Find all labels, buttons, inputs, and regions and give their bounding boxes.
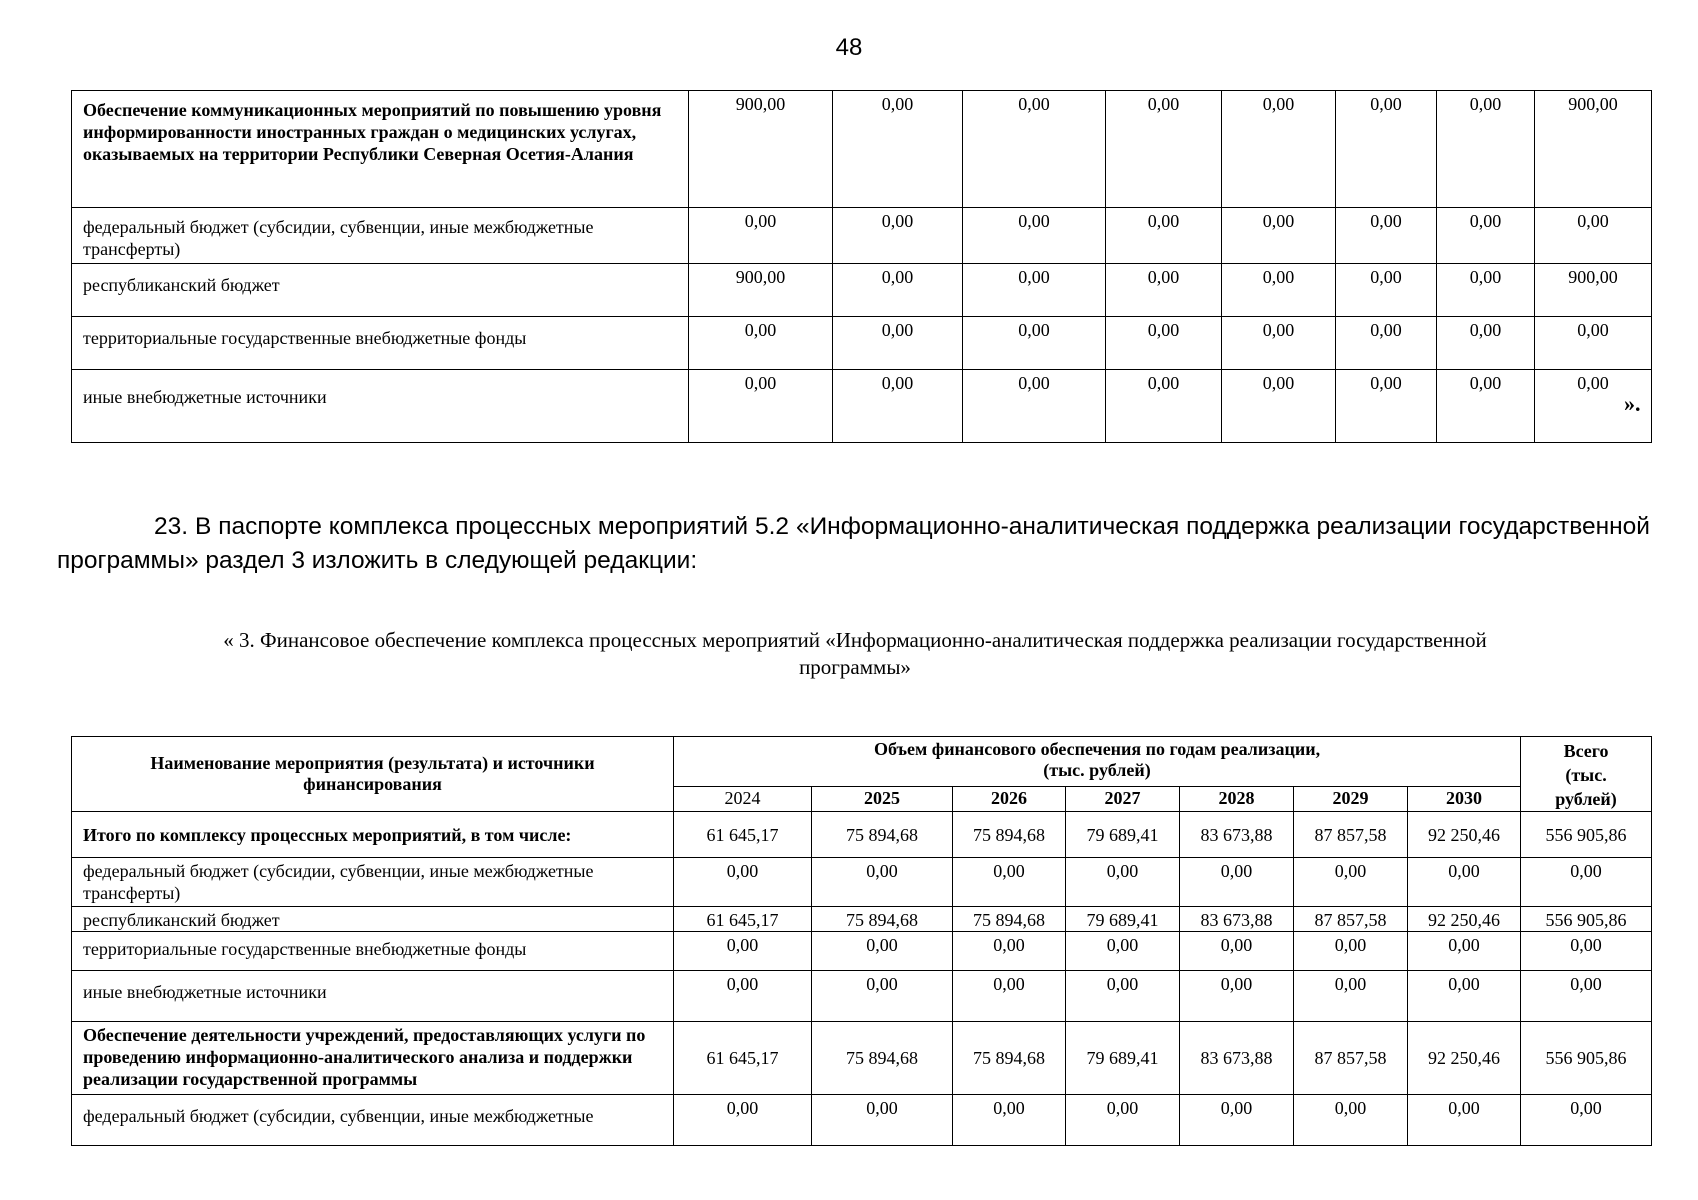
value-2027: 0,00: [1106, 264, 1222, 317]
value-2028: 0,00: [1222, 208, 1336, 264]
value-2026: 0,00: [963, 264, 1106, 317]
table-row: [72, 971, 1652, 1022]
year-header: 2026: [953, 787, 1066, 812]
value-2027: 0,00: [1066, 932, 1180, 971]
value-2027: 79 689,41: [1066, 1022, 1180, 1095]
value-total: 0,00: [1535, 208, 1652, 264]
value-2028: 0,00: [1222, 264, 1336, 317]
value-2028: 83 673,88: [1180, 1022, 1294, 1095]
row-name: Обеспечение деятельности учреждений, предоставляющих услуги по проведению информационно-аналитического анализа и поддержки реализации государственной программы: [72, 1022, 674, 1095]
value-2030: 0,00: [1437, 370, 1535, 443]
value-2026: 0,00: [953, 858, 1066, 907]
total-header-line: Всего: [1563, 741, 1609, 761]
page-number: 48: [835, 34, 863, 61]
value-2024: 61 645,17: [674, 907, 812, 932]
value-total: 0,00: [1521, 932, 1652, 971]
value-total: 900,00: [1535, 264, 1652, 317]
funding-table: [71, 736, 1652, 1146]
row-name: федеральный бюджет (субсидии, субвенции, иные межбюджетные: [72, 1095, 674, 1146]
value-total: 0,00: [1535, 370, 1652, 443]
value-2026: 0,00: [963, 317, 1106, 370]
year-header: 2025: [812, 787, 953, 812]
row-name: территориальные государственные внебюджетные фонды: [72, 932, 674, 971]
value-total: 0,00: [1521, 858, 1652, 907]
value-2029: 87 857,58: [1294, 812, 1408, 858]
year-header: 2028: [1180, 787, 1294, 812]
value-2025: 0,00: [812, 858, 953, 907]
value-2028: 0,00: [1180, 858, 1294, 907]
value-2027: 0,00: [1066, 1095, 1180, 1146]
value-2027: 0,00: [1106, 91, 1222, 208]
value-2027: 0,00: [1066, 971, 1180, 1022]
value-2026: 0,00: [963, 91, 1106, 208]
row-name: федеральный бюджет (субсидии, субвенции, иные межбюджетные трансферты): [72, 858, 674, 907]
value-2025: 0,00: [833, 91, 963, 208]
value-2026: 75 894,68: [953, 1022, 1066, 1095]
value-2024: 0,00: [689, 370, 833, 443]
year-header: 2029: [1294, 787, 1408, 812]
table-row: [72, 1022, 1652, 1095]
value-2029: 0,00: [1294, 1095, 1408, 1146]
value-2029: 0,00: [1336, 370, 1437, 443]
value-2024: 900,00: [689, 91, 833, 208]
total-header-line: (тыс.: [1565, 765, 1607, 785]
year-header: 2030: [1408, 787, 1521, 812]
value-2025: 0,00: [812, 971, 953, 1022]
value-2025: 75 894,68: [812, 907, 953, 932]
value-2025: 75 894,68: [812, 1022, 953, 1095]
table-row: [72, 932, 1652, 971]
value-total: 0,00: [1535, 317, 1652, 370]
value-2026: 75 894,68: [953, 907, 1066, 932]
value-2025: 0,00: [833, 208, 963, 264]
value-2029: 0,00: [1294, 971, 1408, 1022]
value-2029: 0,00: [1336, 208, 1437, 264]
closing-quote: ».: [1624, 391, 1641, 416]
value-2030: 0,00: [1408, 971, 1521, 1022]
value-2029: 87 857,58: [1294, 907, 1408, 932]
value-2029: 0,00: [1336, 317, 1437, 370]
column-header-total: [1521, 737, 1652, 812]
table-row: [72, 264, 1652, 317]
value-2026: 0,00: [963, 208, 1106, 264]
value-2030: 0,00: [1437, 91, 1535, 208]
row-name: Итого по комплексу процессных мероприятий, в том числе:: [72, 812, 674, 858]
value-2027: 0,00: [1106, 370, 1222, 443]
table-row: [72, 370, 1652, 443]
amendment-paragraph: 23. В паспорте комплекса процессных мероприятий 5.2 «Информационно-аналитическая поддержка реализации государственной программы» раздел 3 изложить в следующей редакции:: [57, 513, 1650, 574]
total-header-line: рублей): [1555, 789, 1617, 809]
row-name: федеральный бюджет (субсидии, субвенции, иные межбюджетные трансферты): [72, 208, 689, 264]
value-2030: 0,00: [1408, 1095, 1521, 1146]
value-2028: 83 673,88: [1180, 812, 1294, 858]
year-header: 2027: [1066, 787, 1180, 812]
value-2026: 0,00: [953, 1095, 1066, 1146]
value-2025: 0,00: [812, 932, 953, 971]
value-2024: 0,00: [674, 932, 812, 971]
section-heading-line: « 3. Финансовое обеспечение комплекса процессных мероприятий «Информационно-аналитическая поддержка реализации государственной: [223, 628, 1487, 652]
value-2030: 92 250,46: [1408, 907, 1521, 932]
column-header-name: Наименование мероприятия (результата) и источники финансирования: [72, 737, 674, 812]
value-2030: 92 250,46: [1408, 1022, 1521, 1095]
row-name: Обеспечение коммуникационных мероприятий по повышению уровня информированности иностранных граждан о медицинских услугах, оказываемых на территории Республики Северная Осетия-Алания: [72, 91, 689, 208]
table-row: [72, 208, 1652, 264]
value-2030: 0,00: [1408, 858, 1521, 907]
section-heading-line: программы»: [799, 655, 911, 679]
value-2027: 0,00: [1106, 208, 1222, 264]
value-2025: 0,00: [812, 1095, 953, 1146]
table-row: [72, 317, 1652, 370]
value-2026: 0,00: [953, 932, 1066, 971]
value-2024: 900,00: [689, 264, 833, 317]
row-name: республиканский бюджет: [72, 264, 689, 317]
value-total: 900,00: [1535, 91, 1652, 208]
value-2024: 0,00: [689, 208, 833, 264]
value-2029: 87 857,58: [1294, 1022, 1408, 1095]
value-2028: 0,00: [1222, 91, 1336, 208]
column-header-volume: [674, 737, 1521, 787]
value-2029: 0,00: [1294, 858, 1408, 907]
value-total: 556 905,86: [1521, 907, 1652, 932]
value-2024: 0,00: [674, 858, 812, 907]
value-2024: 0,00: [674, 1095, 812, 1146]
value-total: 0,00: [1521, 971, 1652, 1022]
volume-header-line: (тыс. рублей): [1043, 760, 1151, 780]
value-2030: 92 250,46: [1408, 812, 1521, 858]
year-header: 2024: [674, 787, 812, 812]
value-2027: 79 689,41: [1066, 907, 1180, 932]
header-row: [72, 737, 1652, 787]
table-row: [72, 91, 1652, 208]
value-total: 0,00: [1521, 1095, 1652, 1146]
table-row: [72, 812, 1652, 858]
value-2029: 0,00: [1336, 264, 1437, 317]
value-2028: 0,00: [1180, 932, 1294, 971]
value-2026: 0,00: [953, 971, 1066, 1022]
value-2028: 0,00: [1222, 317, 1336, 370]
value-2030: 0,00: [1408, 932, 1521, 971]
value-2024: 0,00: [674, 971, 812, 1022]
value-2026: 75 894,68: [953, 812, 1066, 858]
value-2029: 0,00: [1336, 91, 1437, 208]
value-total: 556 905,86: [1521, 812, 1652, 858]
value-2028: 0,00: [1222, 370, 1336, 443]
value-2029: 0,00: [1294, 932, 1408, 971]
value-2025: 0,00: [833, 317, 963, 370]
section-heading: [90, 627, 1620, 681]
row-name: территориальные государственные внебюджетные фонды: [72, 317, 689, 370]
table-row: [72, 907, 1652, 932]
value-2030: 0,00: [1437, 317, 1535, 370]
value-2025: 0,00: [833, 370, 963, 443]
volume-header-line: Объем финансового обеспечения по годам реализации,: [873, 739, 1321, 759]
value-2028: 0,00: [1180, 971, 1294, 1022]
row-name: иные внебюджетные источники: [72, 370, 689, 443]
row-name: иные внебюджетные источники: [72, 971, 674, 1022]
value-2030: 0,00: [1437, 264, 1535, 317]
value-2026: 0,00: [963, 370, 1106, 443]
value-2028: 83 673,88: [1180, 907, 1294, 932]
row-name: республиканский бюджет: [72, 907, 674, 932]
value-2025: 0,00: [833, 264, 963, 317]
value-2027: 79 689,41: [1066, 812, 1180, 858]
value-2030: 0,00: [1437, 208, 1535, 264]
value-2028: 0,00: [1180, 1095, 1294, 1146]
value-2024: 61 645,17: [674, 1022, 812, 1095]
value-total: 556 905,86: [1521, 1022, 1652, 1095]
value-2024: 0,00: [689, 317, 833, 370]
table-row: [72, 1095, 1652, 1146]
table-row: [72, 858, 1652, 907]
value-2024: 61 645,17: [674, 812, 812, 858]
funding-table-continued: [71, 90, 1652, 443]
value-2025: 75 894,68: [812, 812, 953, 858]
value-2027: 0,00: [1066, 858, 1180, 907]
value-2027: 0,00: [1106, 317, 1222, 370]
